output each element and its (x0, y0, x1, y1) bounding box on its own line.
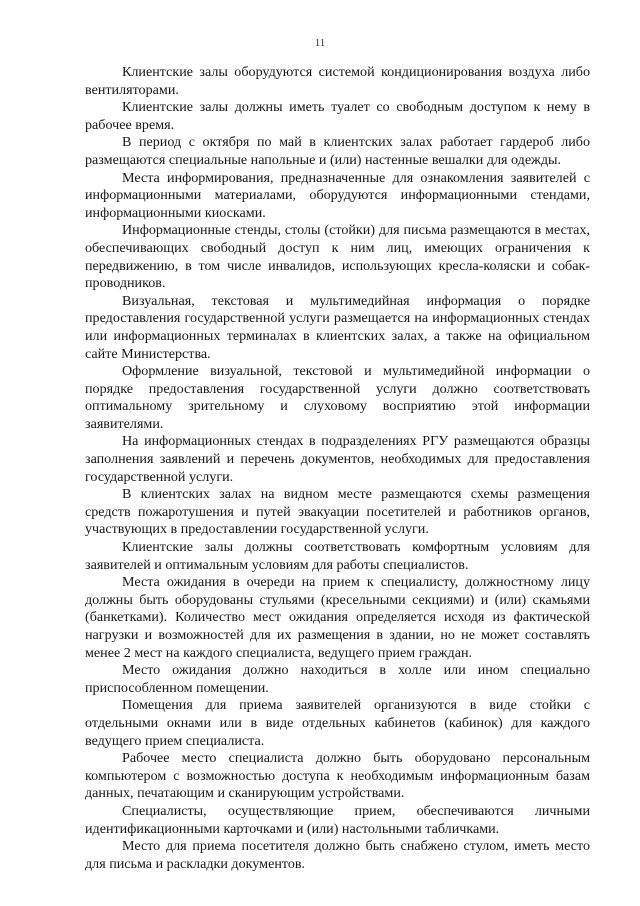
paragraph-toilet: Клиентские залы должны иметь туалет со свободным доступом к нему в рабочее время. (85, 99, 590, 133)
paragraph-information-stands: Информационные стенды, столы (стойки) для письма размещаются в местах, обеспечивающих свободный доступ к ним лиц, имеющих ограничения к передвижению, в том числе инвалидов, использующих кресла-коляски и собак-проводников. (85, 222, 590, 292)
paragraph-information-places: Места информирования, предназначенные для ознакомления заявителей с информационными материалами, оборудуются информационными стендами, информационными киосками. (85, 169, 590, 221)
page-number: 11 (314, 37, 326, 49)
paragraph-rgu-stands: На информационных стендах в подразделениях РГУ размещаются образцы заполнения заявлений и перечень документов, необходимых для предоставления государственной услуги. (85, 433, 590, 485)
paragraph-air-conditioning: Клиентские залы оборудуются системой кондиционирования воздуха либо вентиляторами. (85, 64, 590, 98)
paragraph-waiting-places: Места ожидания в очереди на прием к специалисту, должностному лицу должны быть оборудованы стульями (кресельными секциями) и (или) скамьями (банкетками). Количество мест ожидания определяется исходя из фактической нагрузки и возможностей для их размещения в здании, но не может составлять менее 2 мест на каждого специалиста, ведущего прием граждан. (85, 574, 590, 661)
paragraph-reception-rooms: Помещения для приема заявителей организуются в виде стойки с отдельными окнами или в виде отдельных кабинетов (кабинок) для каждого ведущего прием специалиста. (85, 697, 590, 749)
paragraph-identification-cards: Специалисты, осуществляющие прием, обеспечиваются личными идентификационными карточками и (или) настольными табличками. (85, 802, 590, 837)
document-body (85, 64, 590, 873)
paragraph-workplace: Рабочее место специалиста должно быть оборудовано персональным компьютером с возможностью доступа к необходимым информационным базам данных, печатающим и сканирующим устройствами. (85, 750, 590, 802)
paragraph-information-design: Оформление визуальной, текстовой и мультимедийной информации о порядке предоставления государственной услуги должно соответствовать оптимальному зрительному и слуховому восприятию этой информации заявителями. (85, 363, 590, 432)
paragraph-cloakroom: В период с октября по май в клиентских залах работает гардероб либо размещаются специальные напольные и (или) настенные вешалки для одежды. (85, 134, 590, 168)
paragraph-visitor-place: Место для приема посетителя должно быть снабжено стулом, иметь место для письма и раскладки документов. (85, 838, 590, 872)
paragraph-evacuation-schemes: В клиентских залах на видном месте размещаются схемы размещения средств пожаротушения и путей эвакуации посетителей и работников органов, участвующих в предоставлении государственной услуги. (85, 486, 590, 538)
paragraph-comfort-conditions: Клиентские залы должны соответствовать комфортным условиям для заявителей и оптимальным условиям для работы специалистов. (85, 539, 590, 573)
paragraph-visual-information: Визуальная, текстовая и мультимедийная информация о порядке предоставления государственной услуги размещается на информационных стендах или информационных терминалах в клиентских залах, а также на официальном сайте Министерства. (85, 292, 590, 362)
paragraph-waiting-location: Место ожидания должно находиться в холле или ином специально приспособленном помещении. (85, 662, 590, 696)
